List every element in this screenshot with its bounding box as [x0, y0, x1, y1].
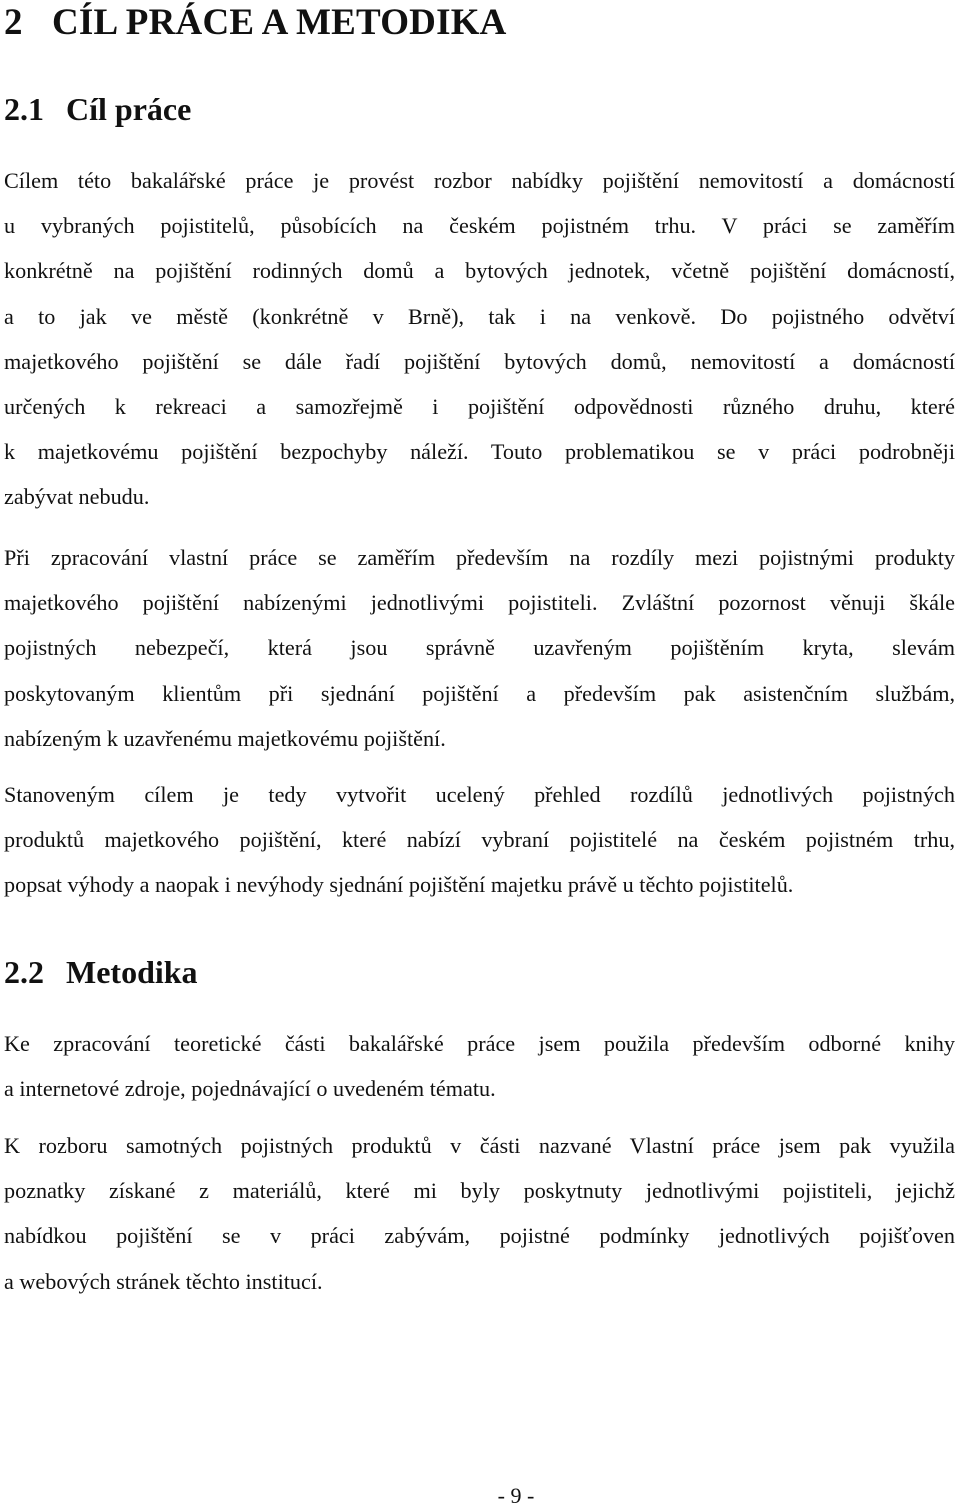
text-line: konkrétně na pojištění rodinných domů a bytových jednotek, včetně pojištění domácností, [4, 258, 955, 284]
text-line: nabídkou pojištění se v práci zabývám, pojistné podmínky jednotlivých pojišťoven [4, 1223, 955, 1249]
paragraph-goal-summary [4, 772, 955, 908]
text-line: a webových stránek těchto institucí. [4, 1268, 323, 1294]
text-line: u vybraných pojistitelů, působících na českém pojistném trhu. V práci se zaměřím [4, 213, 955, 239]
text-line: majetkového pojištění se dále řadí pojištění bytových domů, nemovitostí a domácností [4, 348, 955, 374]
section-heading-cil-prace [4, 89, 191, 129]
text-line: poskytovaným klientům při sjednání pojištění a především pak asistenčním službám, [4, 680, 955, 706]
text-line: určených k rekreaci a samozřejmě i pojištění odpovědnosti různého druhu, které [4, 393, 955, 419]
chapter-heading [4, 0, 507, 46]
chapter-title: CÍL PRÁCE A METODIKA [52, 2, 507, 43]
text-line: poznatky získané z materiálů, které mi byly poskytnuty jednotlivými pojistiteli, jejichž [4, 1178, 955, 1204]
paragraph-goal-focus [4, 535, 955, 761]
text-line: k majetkovému pojištění bezpochyby náleží. Touto problematikou se v práci podrobněji [4, 439, 955, 465]
text-line: pojistných nebezpečí, která jsou správně uzavřeným pojištěním kryta, slevám [4, 635, 955, 661]
text-line: a internetové zdroje, pojednávající o uvedeném tématu. [4, 1076, 496, 1102]
paragraph-method-theory [4, 1021, 955, 1111]
page-number: - 9 - [497, 1483, 535, 1508]
section-number: 2.1 [4, 91, 44, 127]
paragraph-goal-intro [4, 158, 955, 520]
section-heading-metodika [4, 952, 198, 992]
text-line: majetkového pojištění nabízenými jednotlivými pojistiteli. Zvláštní pozornost věnuji škále [4, 590, 955, 616]
text-line: K rozboru samotných pojistných produktů v části nazvané Vlastní práce jsem pak využila [4, 1133, 955, 1158]
text-line: produktů majetkového pojištění, které nabízí vybraní pojistitelé na českém pojistném trhu, [4, 827, 955, 853]
paragraph-method-analysis [4, 1123, 955, 1304]
text-line: Stanoveným cílem je tedy vytvořit ucelený přehled rozdílů jednotlivých pojistných [4, 782, 955, 807]
text-line: Ke zpracování teoretické části bakalářské práce jsem použila především odborné knihy [4, 1031, 955, 1056]
section-title: Metodika [66, 954, 198, 990]
text-line: zabývat nebudu. [4, 484, 150, 510]
chapter-number: 2 [4, 2, 23, 43]
text-line: a to jak ve městě (konkrétně v Brně), tak i na venkově. Do pojistného odvětví [4, 303, 955, 329]
text-line: popsat výhody a naopak i nevýhody sjednání pojištění majetku právě u těchto pojistitelů. [4, 872, 794, 898]
section-number: 2.2 [4, 954, 44, 990]
text-line: nabízeným k uzavřenému majetkovému pojištění. [4, 725, 446, 751]
text-line: Cílem této bakalářské práce je provést rozbor nabídky pojištění nemovitostí a domácností [4, 168, 955, 193]
section-title: Cíl práce [66, 91, 192, 127]
text-line: Při zpracování vlastní práce se zaměřím především na rozdíly mezi pojistnými produkty [4, 545, 955, 570]
